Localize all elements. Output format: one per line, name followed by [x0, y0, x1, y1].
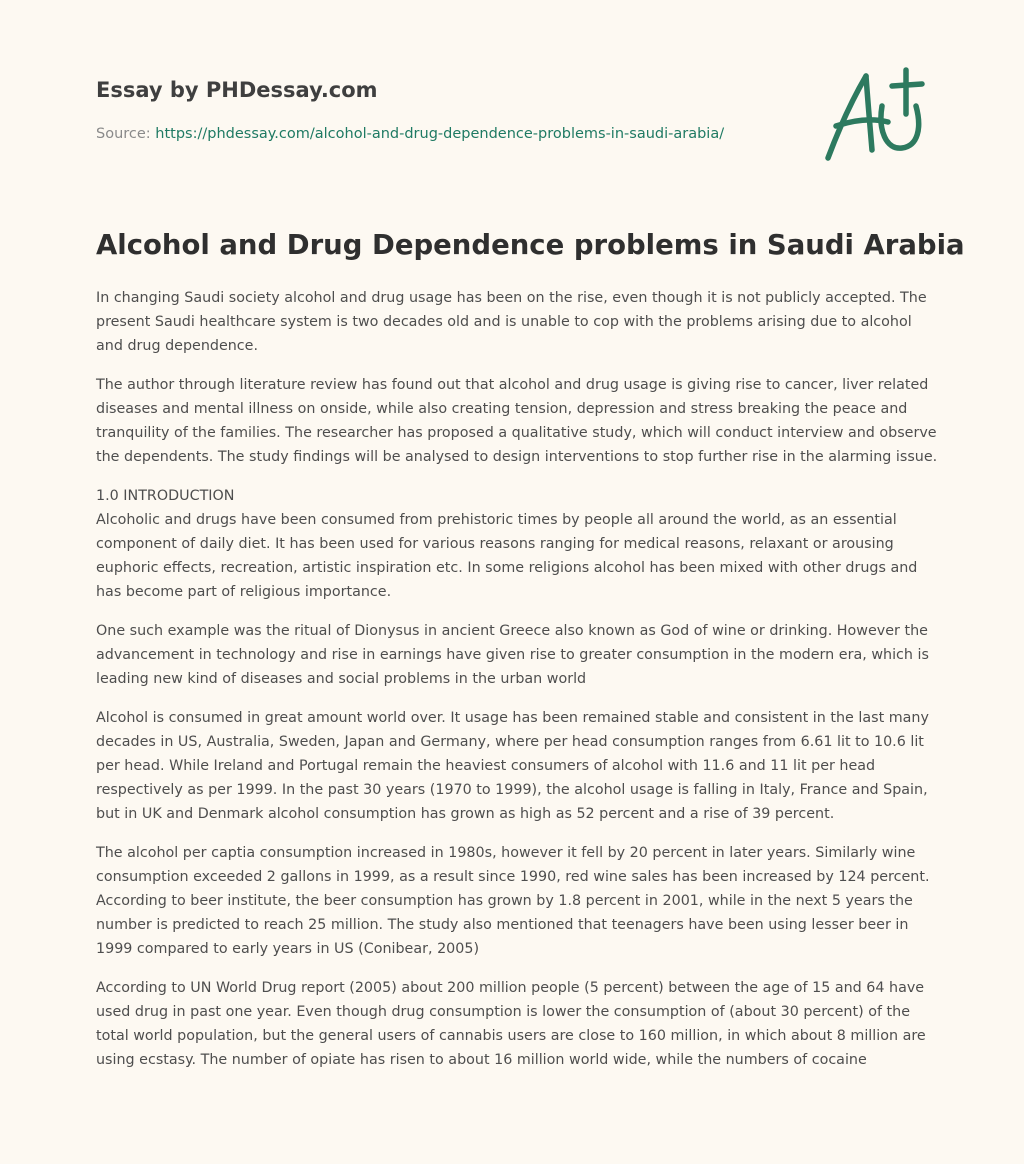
paragraph: The author through literature review has found out that alcohol and drug usage is giving rise to cancer, liver related diseases and mental illness on onside, while also creating tension, depression and stress breaking the peace and tranquility of the families. The researcher has proposed a qualitative study, which will conduct interview and observe the dependents. The study findings will be analysed to design interventions to stop further rise in the alarming issue. — [96, 377, 938, 465]
essay-header — [96, 76, 796, 144]
source-label: Source: — [96, 126, 156, 142]
essay-title: Alcohol and Drug Dependence problems in Saudi Arabia — [96, 229, 965, 261]
section-heading: 1.0 INTRODUCTION — [96, 488, 235, 504]
essay-body — [96, 286, 942, 1087]
a-plus-logo-icon — [820, 64, 930, 168]
source-link[interactable]: https://phdessay.com/alcohol-and-drug-dependence-problems-in-saudi-arabia/ — [155, 126, 725, 142]
paragraph: According to UN World Drug report (2005) about 200 million people (5 percent) between the age of 15 and 64 have used drug in past one year. Even though drug consumption is lower the consumption of (about 30 percent) of the total world population, but the general users of cannabis users are close to 160 million, in which about 8 million are using ecstasy. The number of opiate has risen to about 16 million world wide, while the numbers of cocaine — [96, 980, 926, 1068]
paragraph: Alcoholic and drugs have been consumed from prehistoric times by people all around the world, as an essential component of daily diet. It has been used for various reasons ranging for medical reasons, relaxant or arousing euphoric effects, recreation, artistic inspiration etc. In some religions alcohol has been mixed with other drugs and has become part of religious importance. — [96, 512, 918, 600]
paragraph: In changing Saudi society alcohol and drug usage has been on the rise, even though it is not publicly accepted. The present Saudi healthcare system is two decades old and is unable to cop with the problems arising due to alcohol and drug dependence. — [96, 290, 927, 354]
paragraph: Alcohol is consumed in great amount world over. It usage has been remained stable and consistent in the last many decades in US, Australia, Sweden, Japan and Germany, where per head consumption ranges from 6.61 lit to 10.6 lit per head. While Ireland and Portugal remain the heaviest consumers of alcohol with 11.6 and 11 lit per head respectively as per 1999. In the past 30 years (1970 to 1999), the alcohol usage is falling in Italy, France and Spain, but in UK and Denmark alcohol consumption has grown as high as 52 percent and a rise of 39 percent. — [96, 710, 929, 822]
source-line — [96, 124, 796, 144]
introduction-section — [96, 484, 942, 604]
site-brand: Essay by PHDessay.com — [96, 78, 378, 102]
paragraph: One such example was the ritual of Dionysus in ancient Greece also known as God of wine or drinking. However the advancement in technology and rise in earnings have given rise to greater consumption in the modern era, which is leading new kind of diseases and social problems in the urban world — [96, 623, 929, 687]
paragraph: The alcohol per captia consumption increased in 1980s, however it fell by 20 percent in later years. Similarly wine consumption exceeded 2 gallons in 1999, as a result since 1990, red wine sales has been increased by 124 percent. According to beer institute, the beer consumption has grown by 1.8 percent in 2001, while in the next 5 years the number is predicted to reach 25 million. The study also mentioned that teenagers have been using lesser beer in 1999 compared to early years in US (Conibear, 2005) — [96, 845, 930, 957]
